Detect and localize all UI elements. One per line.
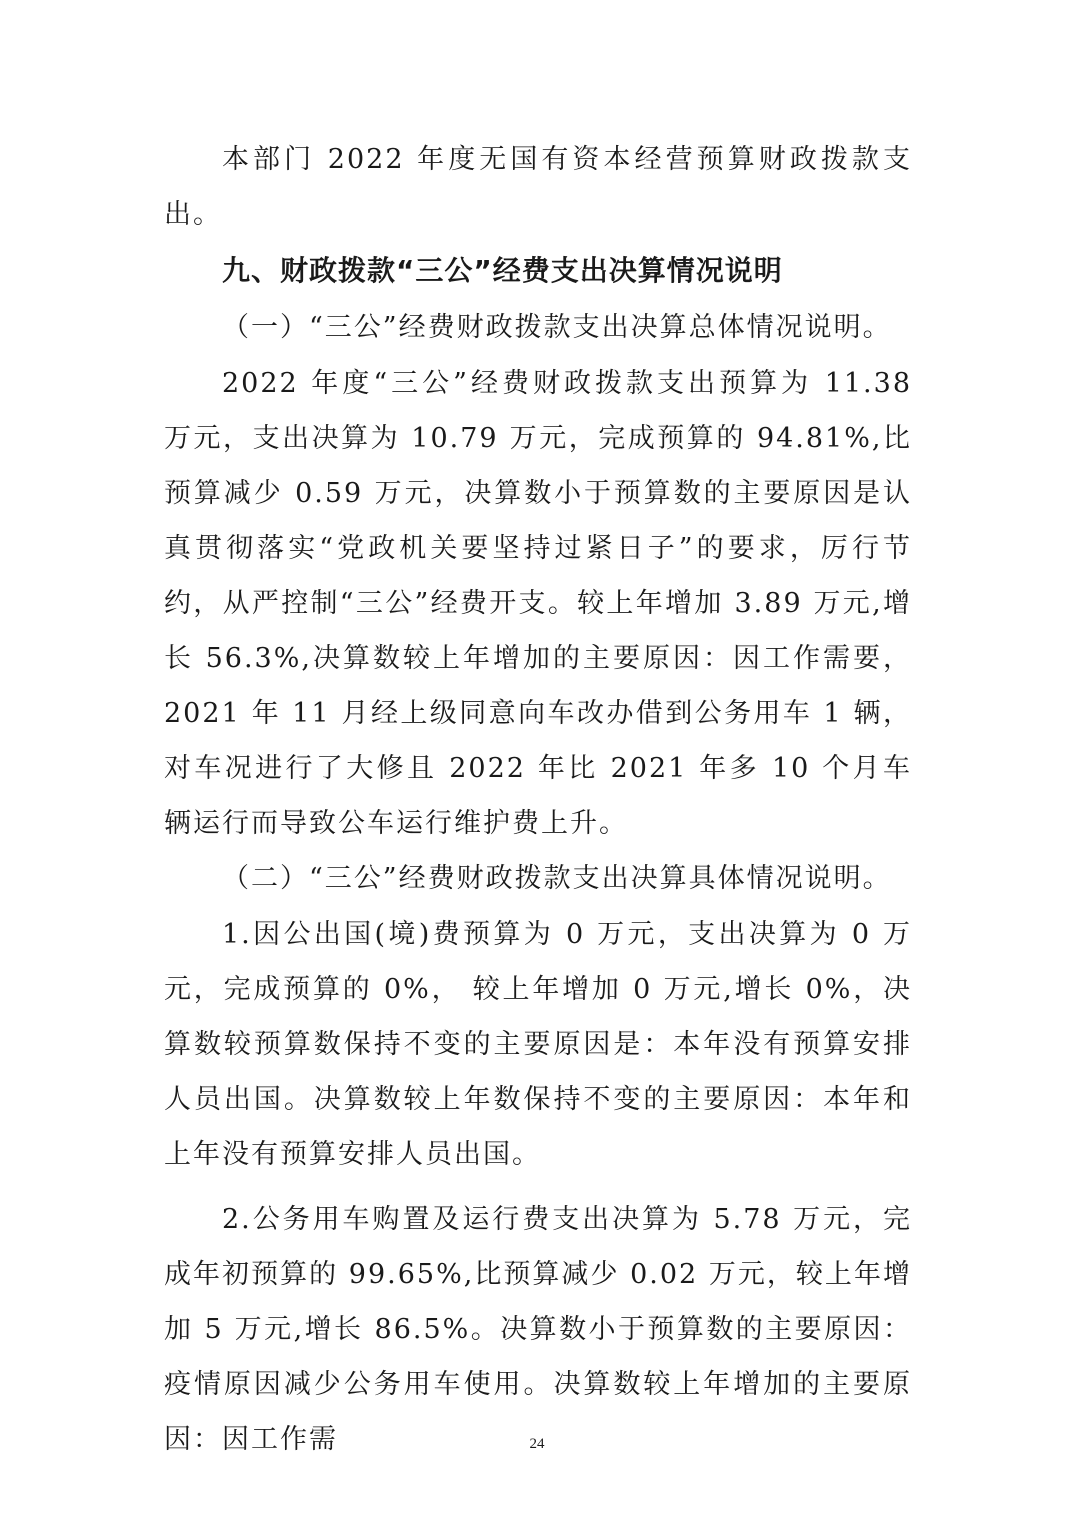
page-number: 24 [529, 1436, 545, 1452]
item-one-paragraph: 1.因公出国(境)费预算为 0 万元，支出决算为 0 万元，完成预算的 0%， 较上年增加 0 万元,增长 0%，决算数较预算数保持不变的主要原因是：本年没有预算安排人员出国。决算数较上年数保持不变的主要原因：本年和上年没有预算安排人员出国。 [164, 919, 912, 1170]
subsection-two-title: （二）“三公”经费财政拨款支出决算具体情况说明。 [222, 863, 892, 894]
item-two-paragraph: 2.公务用车购置及运行费支出决算为 5.78 万元，完成年初预算的 99.65%,比预算减少 0.02 万元，较上年增加 5 万元,增长 86.5%。决算数小于预算数的主要原因：疫情原因减少公务用车使用。决算数较上年增加的主要原因：因工作需 [164, 1204, 912, 1455]
section-heading: 九、财政拨款“三公”经费支出决算情况说明 [222, 254, 783, 287]
intro-paragraph: 本部门 2022 年度无国有资本经营预算财政拨款支出。 [164, 144, 912, 230]
overall-paragraph: 2022 年度“三公”经费财政拨款支出预算为 11.38 万元，支出决算为 10.79 万元，完成预算的 94.81%,比预算减少 0.59 万元，决算数小于预算数的主要原因是认真贯彻落实“党政机关要坚持过紧日子”的要求，厉行节约，从严控制“三公”经费开支。较上年增加 3.89 万元,增长 56.3%,决算数较上年增加的主要原因：因工作需要，2021 年 11 月经上级同意向车改办借到公务用车 1 辆，对车况进行了大修且 2022 年比 2021 年多 10 个月车辆运行而导致公车运行维护费上升。 [164, 368, 912, 839]
paragraph-spacer [164, 1182, 912, 1192]
subsection-one-title: （一）“三公”经费财政拨款支出决算总体情况说明。 [222, 312, 892, 343]
document-body [164, 132, 912, 1467]
